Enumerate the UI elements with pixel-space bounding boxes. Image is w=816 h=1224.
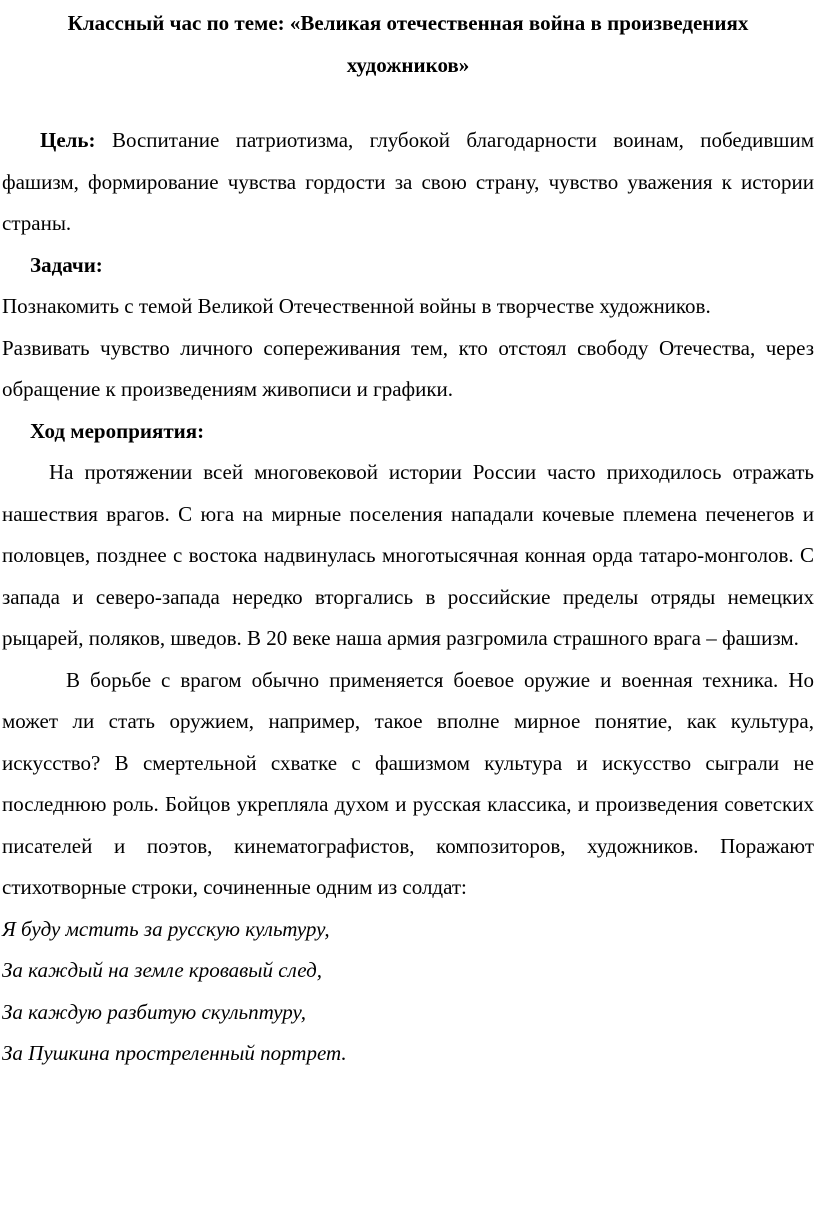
title-line-1: Классный час по теме: «Великая отечественная война в произведениях	[67, 11, 749, 35]
tasks-heading: Задачи:	[30, 252, 103, 277]
goal-label: Цель:	[40, 128, 96, 152]
spacer	[2, 86, 814, 120]
task-2: Развивать чувство личного сопереживания тем, кто отстоял свободу Отечества, через обращение к произведениям живописи и графики.	[2, 335, 814, 401]
verse-line-2: За каждый на земле кровавый след,	[2, 958, 322, 982]
paragraph-2: В борьбе с врагом обычно применяется боевое оружие и военная техника. Но может ли стать оружием, например, такое вполне мирное понятие, как культура, искусство? В смертельной схватке с фашизмом культура и искусство сыграли не последнюю роль. Бойцов укрепляла духом и русская классика, и произведения советских писателей и поэтов, кинематографистов, композиторов, художников. Поражают стихотворные строки, сочиненные одним из солдат:	[2, 667, 814, 899]
document-title	[2, 2, 814, 86]
title-line-2: художников»	[346, 53, 470, 77]
goal-text: Воспитание патриотизма, глубокой благодарности воинам, победившим фашизм, формирование чувства гордости за свою страну, чувство уважения к истории страны.	[2, 128, 814, 235]
paragraph-1: На протяжении всей многовековой истории России часто приходилось отражать нашествия врагов. С юга на мирные поселения нападали кочевые племена печенегов и половцев, позднее с востока надвинулась многотысячная конная орда татаро-монголов. С запада и северо-запада нередко вторгались в российские пределы отряды немецких рыцарей, поляков, шведов. В 20 веке наша армия разгромила страшного врага – фашизм.	[2, 460, 814, 650]
verse-line-1: Я буду мстить за русскую культуру,	[2, 916, 330, 941]
progress-heading: Ход мероприятия:	[30, 418, 205, 443]
verse-line-4: За Пушкина простреленный портрет.	[2, 1041, 347, 1065]
goal-paragraph	[2, 120, 814, 245]
task-1: Познакомить с темой Великой Отечественной войны в творчестве художников.	[2, 294, 711, 318]
verse-line-3: За каждую разбитую скульптуру,	[2, 999, 307, 1024]
